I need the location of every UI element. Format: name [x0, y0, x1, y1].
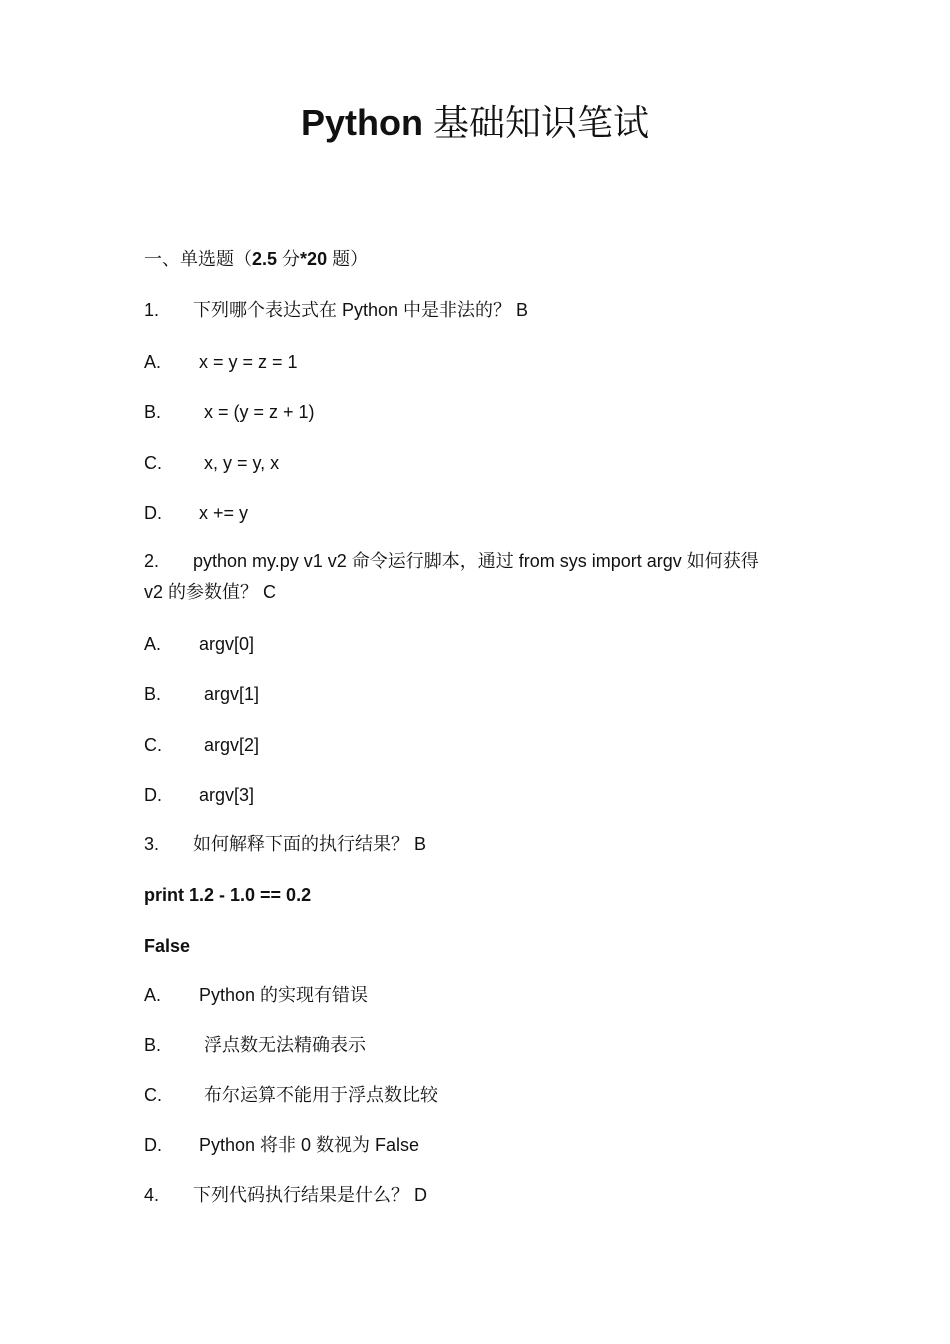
option-letter: B. — [144, 402, 162, 422]
option-text: argv[2] — [204, 735, 260, 755]
section-heading — [144, 247, 368, 271]
question-number: 1. — [144, 300, 160, 320]
q1-option-a — [144, 350, 298, 374]
q2-option-c — [144, 733, 259, 757]
option-text: Python 将非 0 数视为 False — [199, 1135, 420, 1155]
q2-option-b — [144, 682, 259, 706]
option-letter: A. — [144, 634, 162, 654]
option-letter: A. — [144, 352, 162, 372]
option-text: 浮点数无法精确表示 — [204, 1035, 366, 1055]
option-letter: C. — [144, 1085, 162, 1105]
question-number: 3. — [144, 834, 160, 854]
option-text: x += y — [199, 503, 249, 523]
q1-option-d — [144, 501, 248, 525]
q3-option-b — [144, 1033, 366, 1057]
question-text: 下列代码执行结果是什么？ D — [193, 1185, 427, 1205]
question-3 — [144, 832, 426, 856]
option-text: 布尔运算不能用于浮点数比较 — [204, 1085, 438, 1105]
option-text: argv[1] — [204, 684, 260, 704]
title-latin: Python — [300, 102, 423, 143]
option-letter: A. — [144, 985, 162, 1005]
option-letter: B. — [144, 1035, 162, 1055]
code-line-2: False — [144, 936, 191, 956]
option-letter: D. — [144, 503, 162, 523]
option-text: x = y = z = 1 — [199, 352, 298, 372]
q2-option-d — [144, 783, 254, 807]
q2-option-a — [144, 632, 254, 656]
section-prefix: 一、单选题（ — [144, 249, 252, 269]
question-2-line-2: v2 的参数值？ C — [144, 582, 277, 602]
question-text: 如何解释下面的执行结果？ B — [193, 834, 427, 854]
question-number: 2. — [144, 551, 160, 571]
option-letter: C. — [144, 735, 162, 755]
question-number: 4. — [144, 1185, 160, 1205]
q3-option-d — [144, 1133, 419, 1157]
option-text: x = (y = z + 1) — [204, 402, 315, 422]
option-letter: D. — [144, 1135, 162, 1155]
question-1 — [144, 298, 528, 322]
code-line-1: print 1.2 - 1.0 == 0.2 — [144, 885, 312, 905]
question-text: python my.py v1 v2 命令运行脚本，通过 from sys import argv 如何获得 — [193, 551, 759, 571]
option-text: Python 的实现有错误 — [199, 985, 369, 1005]
q3-option-a — [144, 983, 368, 1007]
option-letter: C. — [144, 453, 162, 473]
section-score: 2.5 — [252, 249, 278, 269]
section-count: *20 — [300, 249, 328, 269]
question-4 — [144, 1183, 427, 1207]
option-text: argv[0] — [199, 634, 255, 654]
option-text: x, y = y, x — [204, 453, 280, 473]
option-letter: D. — [144, 785, 162, 805]
section-suffix: 题） — [327, 249, 369, 269]
question-2 — [144, 549, 759, 573]
q3-option-c — [144, 1083, 438, 1107]
option-letter: B. — [144, 684, 162, 704]
page-title — [0, 100, 950, 146]
title-cjk: 基础知识笔试 — [422, 102, 649, 143]
section-mid: 分 — [277, 249, 301, 269]
option-text: argv[3] — [199, 785, 255, 805]
q1-option-b — [144, 400, 315, 424]
question-text: 下列哪个表达式在 Python 中是非法的？ B — [193, 300, 529, 320]
q1-option-c — [144, 451, 279, 475]
